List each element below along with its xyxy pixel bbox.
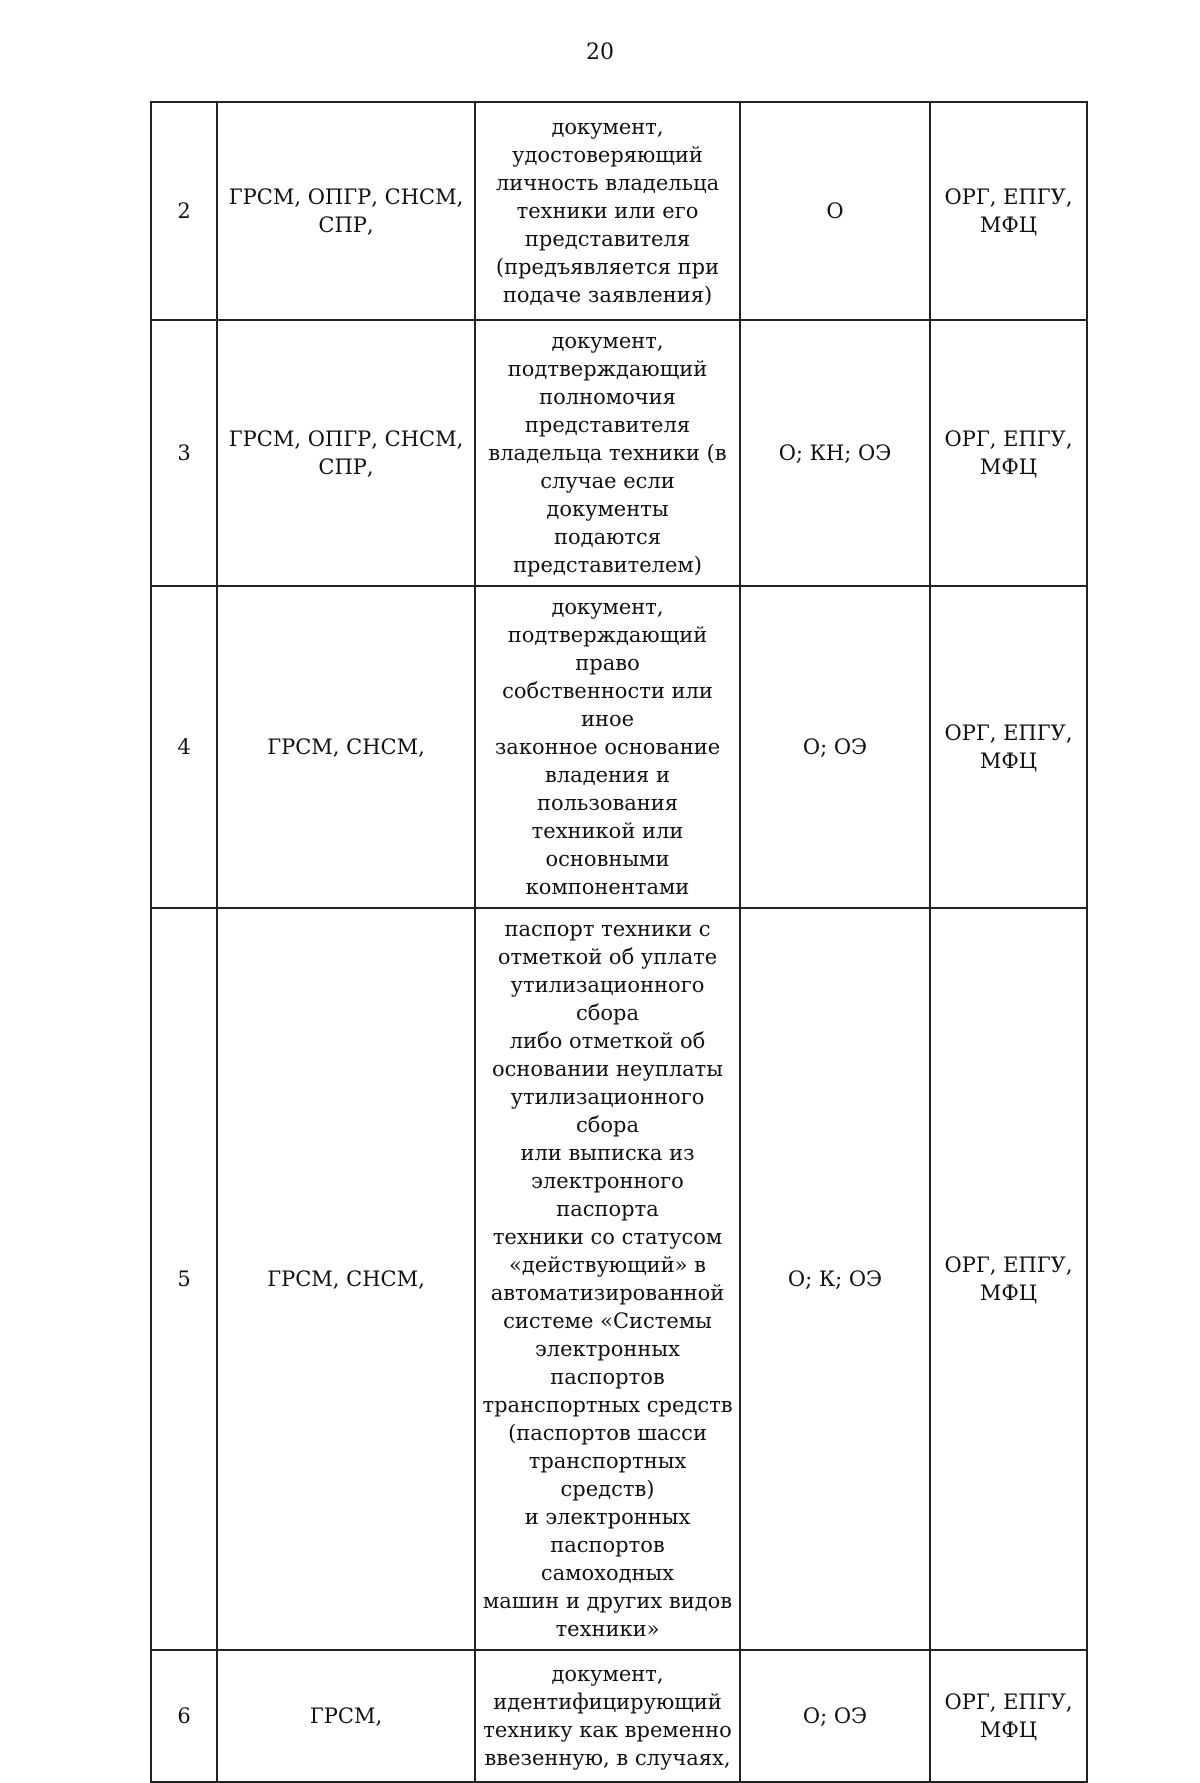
table-row — [151, 320, 1087, 586]
documents-table — [150, 101, 1088, 1783]
row-channels: ОРГ, ЕПГУ, МФЦ — [930, 586, 1087, 908]
table-row — [151, 102, 1087, 320]
row-categories: ГРСМ, — [217, 1650, 475, 1782]
table-row — [151, 908, 1087, 1650]
row-channels: ОРГ, ЕПГУ, МФЦ — [930, 102, 1087, 320]
row-document: документ, подтверждающий право собственности или иное законное основание владения и пользования техникой или основными компонентами — [475, 586, 740, 908]
row-channels: ОРГ, ЕПГУ, МФЦ — [930, 320, 1087, 586]
row-categories: ГРСМ, СНСМ, — [217, 586, 475, 908]
row-form: О; КН; ОЭ — [740, 320, 930, 586]
row-number: 2 — [151, 102, 217, 320]
row-number: 5 — [151, 908, 217, 1650]
row-categories: ГРСМ, ОПГР, СНСМ, СПР, — [217, 320, 475, 586]
row-number: 3 — [151, 320, 217, 586]
row-document: документ, подтверждающий полномочия представителя владельца техники (в случае если документы подаются представителем) — [475, 320, 740, 586]
row-document: паспорт техники с отметкой об уплате утилизационного сбора либо отметкой об основании неуплаты утилизационного сбора или выписка из электронного паспорта техники со статусом «действующий» в автоматизированной системе «Системы электронных паспортов транспортных средств (паспортов шасси транспортных средств) и электронных паспортов самоходных машин и других видов техники» — [475, 908, 740, 1650]
row-channels: ОРГ, ЕПГУ, МФЦ — [930, 1650, 1087, 1782]
row-channels: ОРГ, ЕПГУ, МФЦ — [930, 908, 1087, 1650]
row-form: О; ОЭ — [740, 586, 930, 908]
row-number: 6 — [151, 1650, 217, 1782]
table-row — [151, 586, 1087, 908]
row-number: 4 — [151, 586, 217, 908]
row-form: О — [740, 102, 930, 320]
row-categories: ГРСМ, ОПГР, СНСМ, СПР, — [217, 102, 475, 320]
row-form: О; ОЭ — [740, 1650, 930, 1782]
row-categories: ГРСМ, СНСМ, — [217, 908, 475, 1650]
table-row — [151, 1650, 1087, 1782]
row-form: О; К; ОЭ — [740, 908, 930, 1650]
row-document: документ, идентифицирующий технику как временно ввезенную, в случаях, — [475, 1650, 740, 1782]
page-number: 20 — [586, 40, 614, 65]
row-document: документ, удостоверяющий личность владельца техники или его представителя (предъявляется при подаче заявления) — [475, 102, 740, 320]
